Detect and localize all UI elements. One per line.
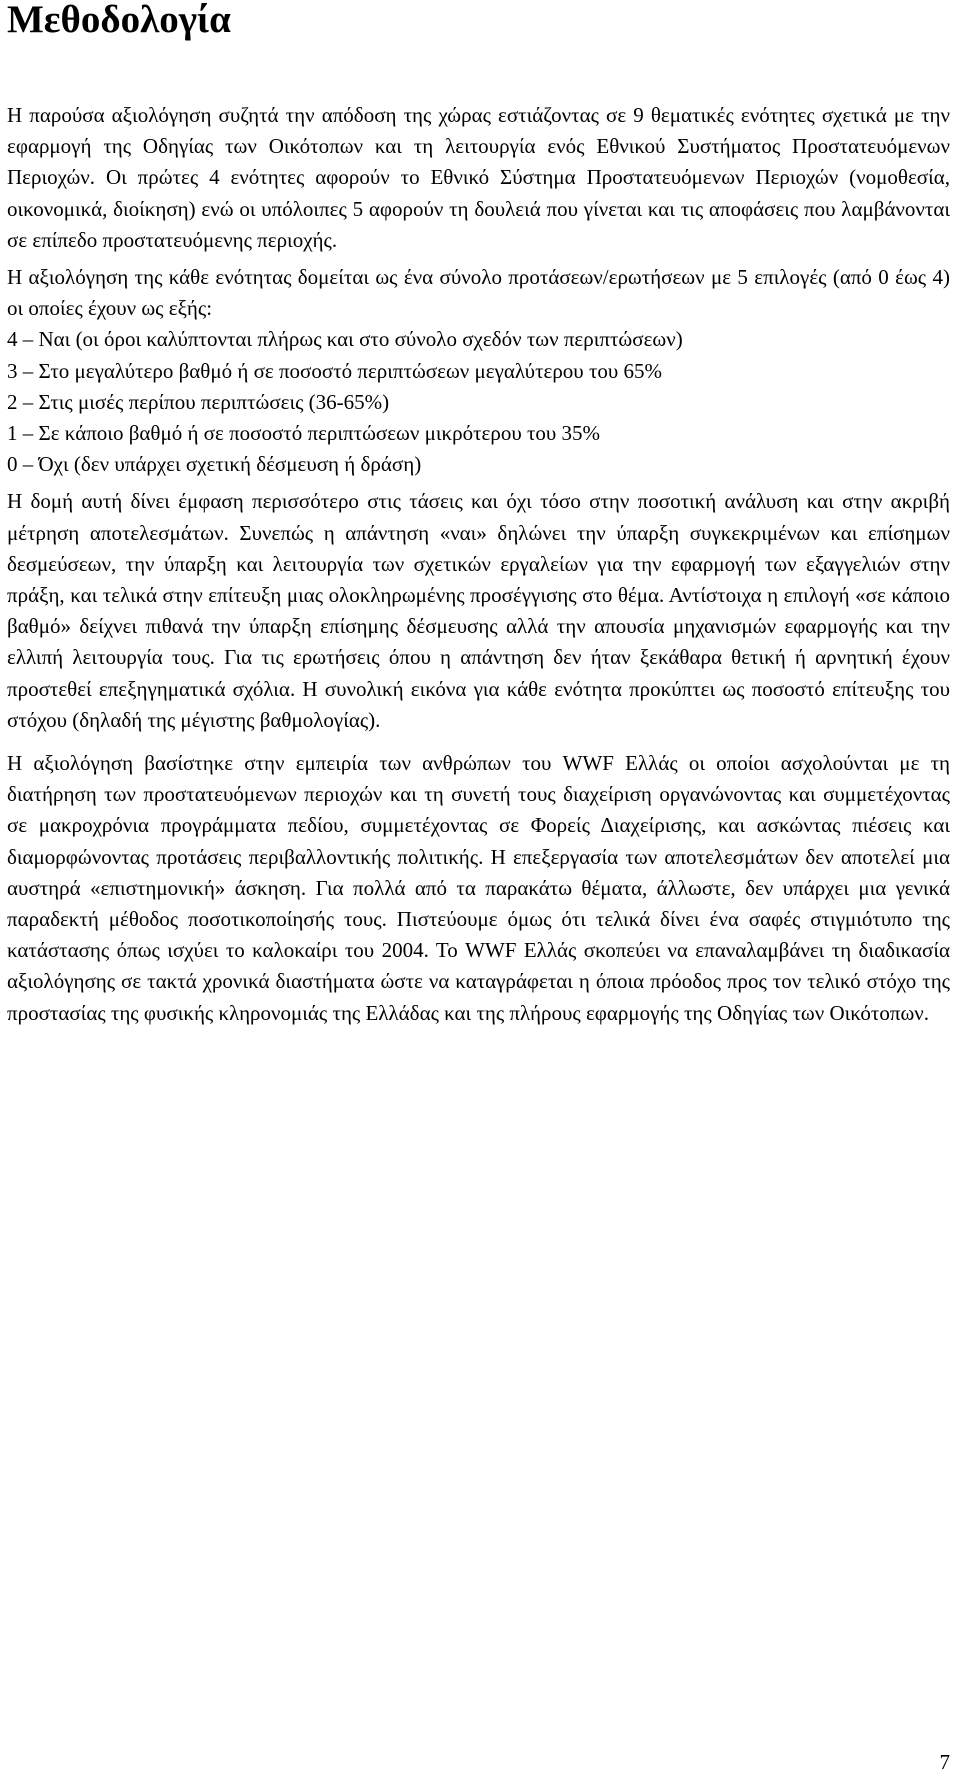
rating-scale-item: 1 – Σε κάποιο βαθμό ή σε ποσοστό περιπτώσεων μικρότερου του 35%: [7, 421, 601, 446]
rating-scale-list: [7, 324, 950, 480]
rating-scale-item: 2 – Στις μισές περίπου περιπτώσεις (36-65%): [7, 389, 390, 414]
basis-paragraph: Η αξιολόγηση βασίστηκε στην εμπειρία των ανθρώπων του WWF Ελλάς οι οποίοι ασχολούνται με τη διατήρηση των προστατευόμενων περιοχών και τη συνετή τους διαχείριση οργανώνοντας και συμμετέχοντας σε μακροχρόνια προγράμματα πεδίου, συμμετέχοντας σε Φορείς Διαχείρισης, και ασκώντας πιέσεις και διαμορφώνοντας προτάσεις περιβαλλοντικής πολιτικής. Η επεξεργασία των αποτελεσμάτων δεν αποτελεί μια αυστηρά «επιστημονική» άσκηση. Για πολλά από τα παρακάτω θέματα, άλλωστε, δεν υπάρχει μια γενικά παραδεκτή μέθοδος ποσοτικοποίησής τους. Πιστεύουμε όμως ότι τελικά δίνει ένα σαφές στιγμιότυπο της κατάστασης όπως ισχύει το καλοκαίρι του 2004. Το WWF Ελλάς σκοπεύει να επαναλαμβάνει τη διαδικασία αξιολόγησης σε τακτά χρονικά διαστήματα ώστε να καταγράφεται η όποια πρόοδος προς τον τελικό στόχο της προστασίας της φυσικής κληρονομιάς της Ελλάδας και της πλήρους εφαρμογής της Οδηγίας των Οικότοπων.: [7, 751, 950, 1025]
intro-paragraph: Η παρούσα αξιολόγηση συζητά την απόδοση της χώρας εστιάζοντας σε 9 θεματικές ενότητες σχετικά με την εφαρμογή της Οδηγίας των Οικότοπων και τη λειτουργία ενός Εθνικού Συστήματος Προστατευόμενων Περιοχών. Οι πρώτες 4 ενότητες αφορούν το Εθνικό Σύστημα Προστατευόμενων Περιοχών (νομοθεσία, οικονομικά, διοίκηση) ενώ οι υπόλοιπες 5 αφορούν τη δουλειά που γίνεται και τις αποφάσεις που λαμβάνονται σε επίπεδο προστατευόμενης περιοχής.: [7, 103, 950, 252]
scale-intro-paragraph: Η αξιολόγηση της κάθε ενότητας δομείται ως ένα σύνολο προτάσεων/ερωτήσεων με 5 επιλογές (από 0 έως 4) οι οποίες έχουν ως εξής:: [7, 265, 950, 321]
rating-scale-item: 4 – Ναι (οι όροι καλύπτονται πλήρως και στο σύνολο σχεδόν των περιπτώσεων): [7, 327, 683, 352]
rating-scale-item: 3 – Στο μεγαλύτερο βαθμό ή σε ποσοστό περιπτώσεων μεγαλύτερου του 65%: [7, 358, 663, 383]
emphasis-paragraph: Η δομή αυτή δίνει έμφαση περισσότερο στις τάσεις και όχι τόσο στην ποσοτική ανάλυση και στην ακριβή μέτρηση αποτελεσμάτων. Συνεπώς η απάντηση «ναι» δηλώνει την ύπαρξη συγκεκριμένων και επίσημων δεσμεύσεων, την ύπαρξη και λειτουργία των σχετικών εργαλείων για την εφαρμογή των εξαγγελιών στην πράξη, και τελικά στην επίτευξη μιας ολοκληρωμένης προσέγγισης στο θέμα. Αντίστοιχα η επιλογή «σε κάποιο βαθμό» δείχνει πιθανά την ύπαρξη επίσημης δέσμευσης αλλά την απουσία μηχανισμών εφαρμογής και την ελλιπή λειτουργία τους. Για τις ερωτήσεις όπου η απάντηση δεν ήταν ξεκάθαρα θετική ή αρνητική έχουν προστεθεί επεξηγηματικά σχόλια. Η συνολική εικόνα για κάθε ενότητα προκύπτει ως ποσοστό επίτευξης του στόχου (δηλαδή της μέγιστης βαθμολογίας).: [7, 489, 950, 732]
section-heading: Μεθοδολογία: [7, 0, 231, 41]
page-number: 7: [939, 1750, 950, 1774]
rating-scale-item: 0 – Όχι (δεν υπάρχει σχετική δέσμευση ή δράση): [7, 452, 422, 477]
section-body: [7, 100, 950, 1029]
